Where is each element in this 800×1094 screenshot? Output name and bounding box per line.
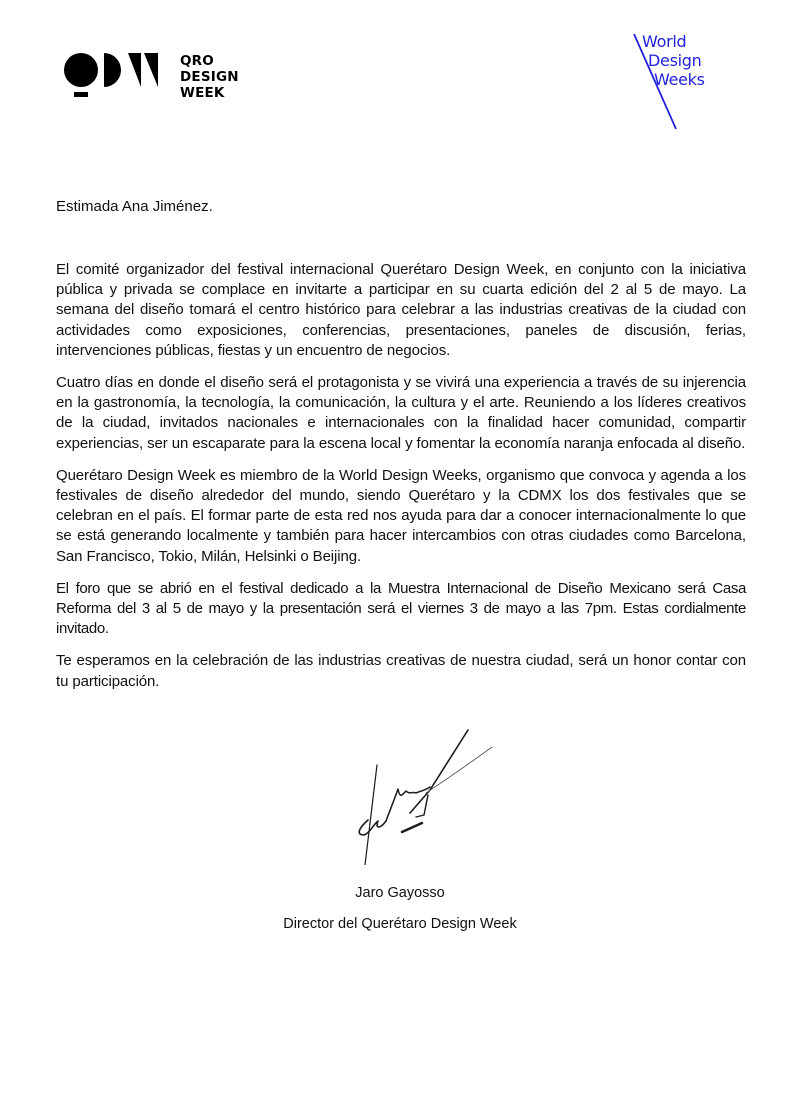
wdw-logo-line-3: Weeks (654, 70, 705, 89)
paragraph-experience: Cuatro días en donde el diseño será el protagonista y se vivirá una experiencia a través de su injerencia en la gastronomía, la tecnología, la comunicación, la cultura y el arte. Reuniendo a los líderes creativos de la ciudad, invitados nacionales e internacionales con la finalidad hacer comunidad, compartir experiencias, ser un escaparate para la escena local y fomentar la economía naranja enfocada al diseño. (56, 374, 746, 452)
qro-design-week-logo (64, 48, 244, 108)
paragraph-closing: Te esperamos en la celebración de las industrias creativas de nuestra ciudad, será un honor contar con tu participación. (56, 652, 746, 690)
qdw-monogram-icon (64, 48, 176, 108)
qro-logo-line-1: QRO (180, 53, 214, 69)
wdw-logo-wordmark (642, 32, 705, 89)
wdw-logo-line-2: Design (648, 51, 702, 70)
qro-logo-line-3: WEEK (180, 85, 225, 101)
signer-title: Director del Querétaro Design Week (283, 916, 517, 932)
letter-greeting: Estimada Ana Jiménez. (56, 198, 213, 215)
qro-logo-line-2: DESIGN (180, 69, 239, 85)
world-design-weeks-logo (628, 28, 738, 138)
wdw-logo-line-1: World (642, 32, 687, 51)
letter-body (56, 260, 746, 704)
signer-name: Jaro Gayosso (355, 885, 445, 901)
handwritten-signature-icon (340, 725, 500, 865)
paragraph-world-design-weeks: Querétaro Design Week es miembro de la World Design Weeks, organismo que convoca y agenda a los festivales de diseño alrededor del mundo, siendo Querétaro y la CDMX los dos festivales que se celebran en el país. El formar parte de esta red nos ayuda para dar a conocer internacionalmente lo que se está generando localmente y también para hacer intercambios con otras ciudades como Barcelona, San Francisco, Tokio, Milán, Helsinki o Beijing. (56, 466, 746, 565)
paragraph-forum: El foro que se abrió en el festival dedicado a la Muestra Internacional de Diseño Mexicano será Casa Reforma del 3 al 5 de mayo y la presentación será el viernes 3 de mayo a las 7pm. Estas cordialmente invitado. (56, 579, 746, 638)
qro-logo-wordmark (180, 53, 239, 101)
paragraph-invitation: El comité organizador del festival internacional Querétaro Design Week, en conjunto con la iniciativa pública y privada se complace en invitarte a participar en su cuarta edición del 2 al 5 de mayo. La semana del diseño tomará el centro histórico para celebrar a las industrias creativas de la ciudad con actividades como exposiciones, conferencias, presentaciones, paneles de discusión, ferias, intervenciones públicas, fiestas y un encuentro de negocios. (56, 261, 746, 359)
